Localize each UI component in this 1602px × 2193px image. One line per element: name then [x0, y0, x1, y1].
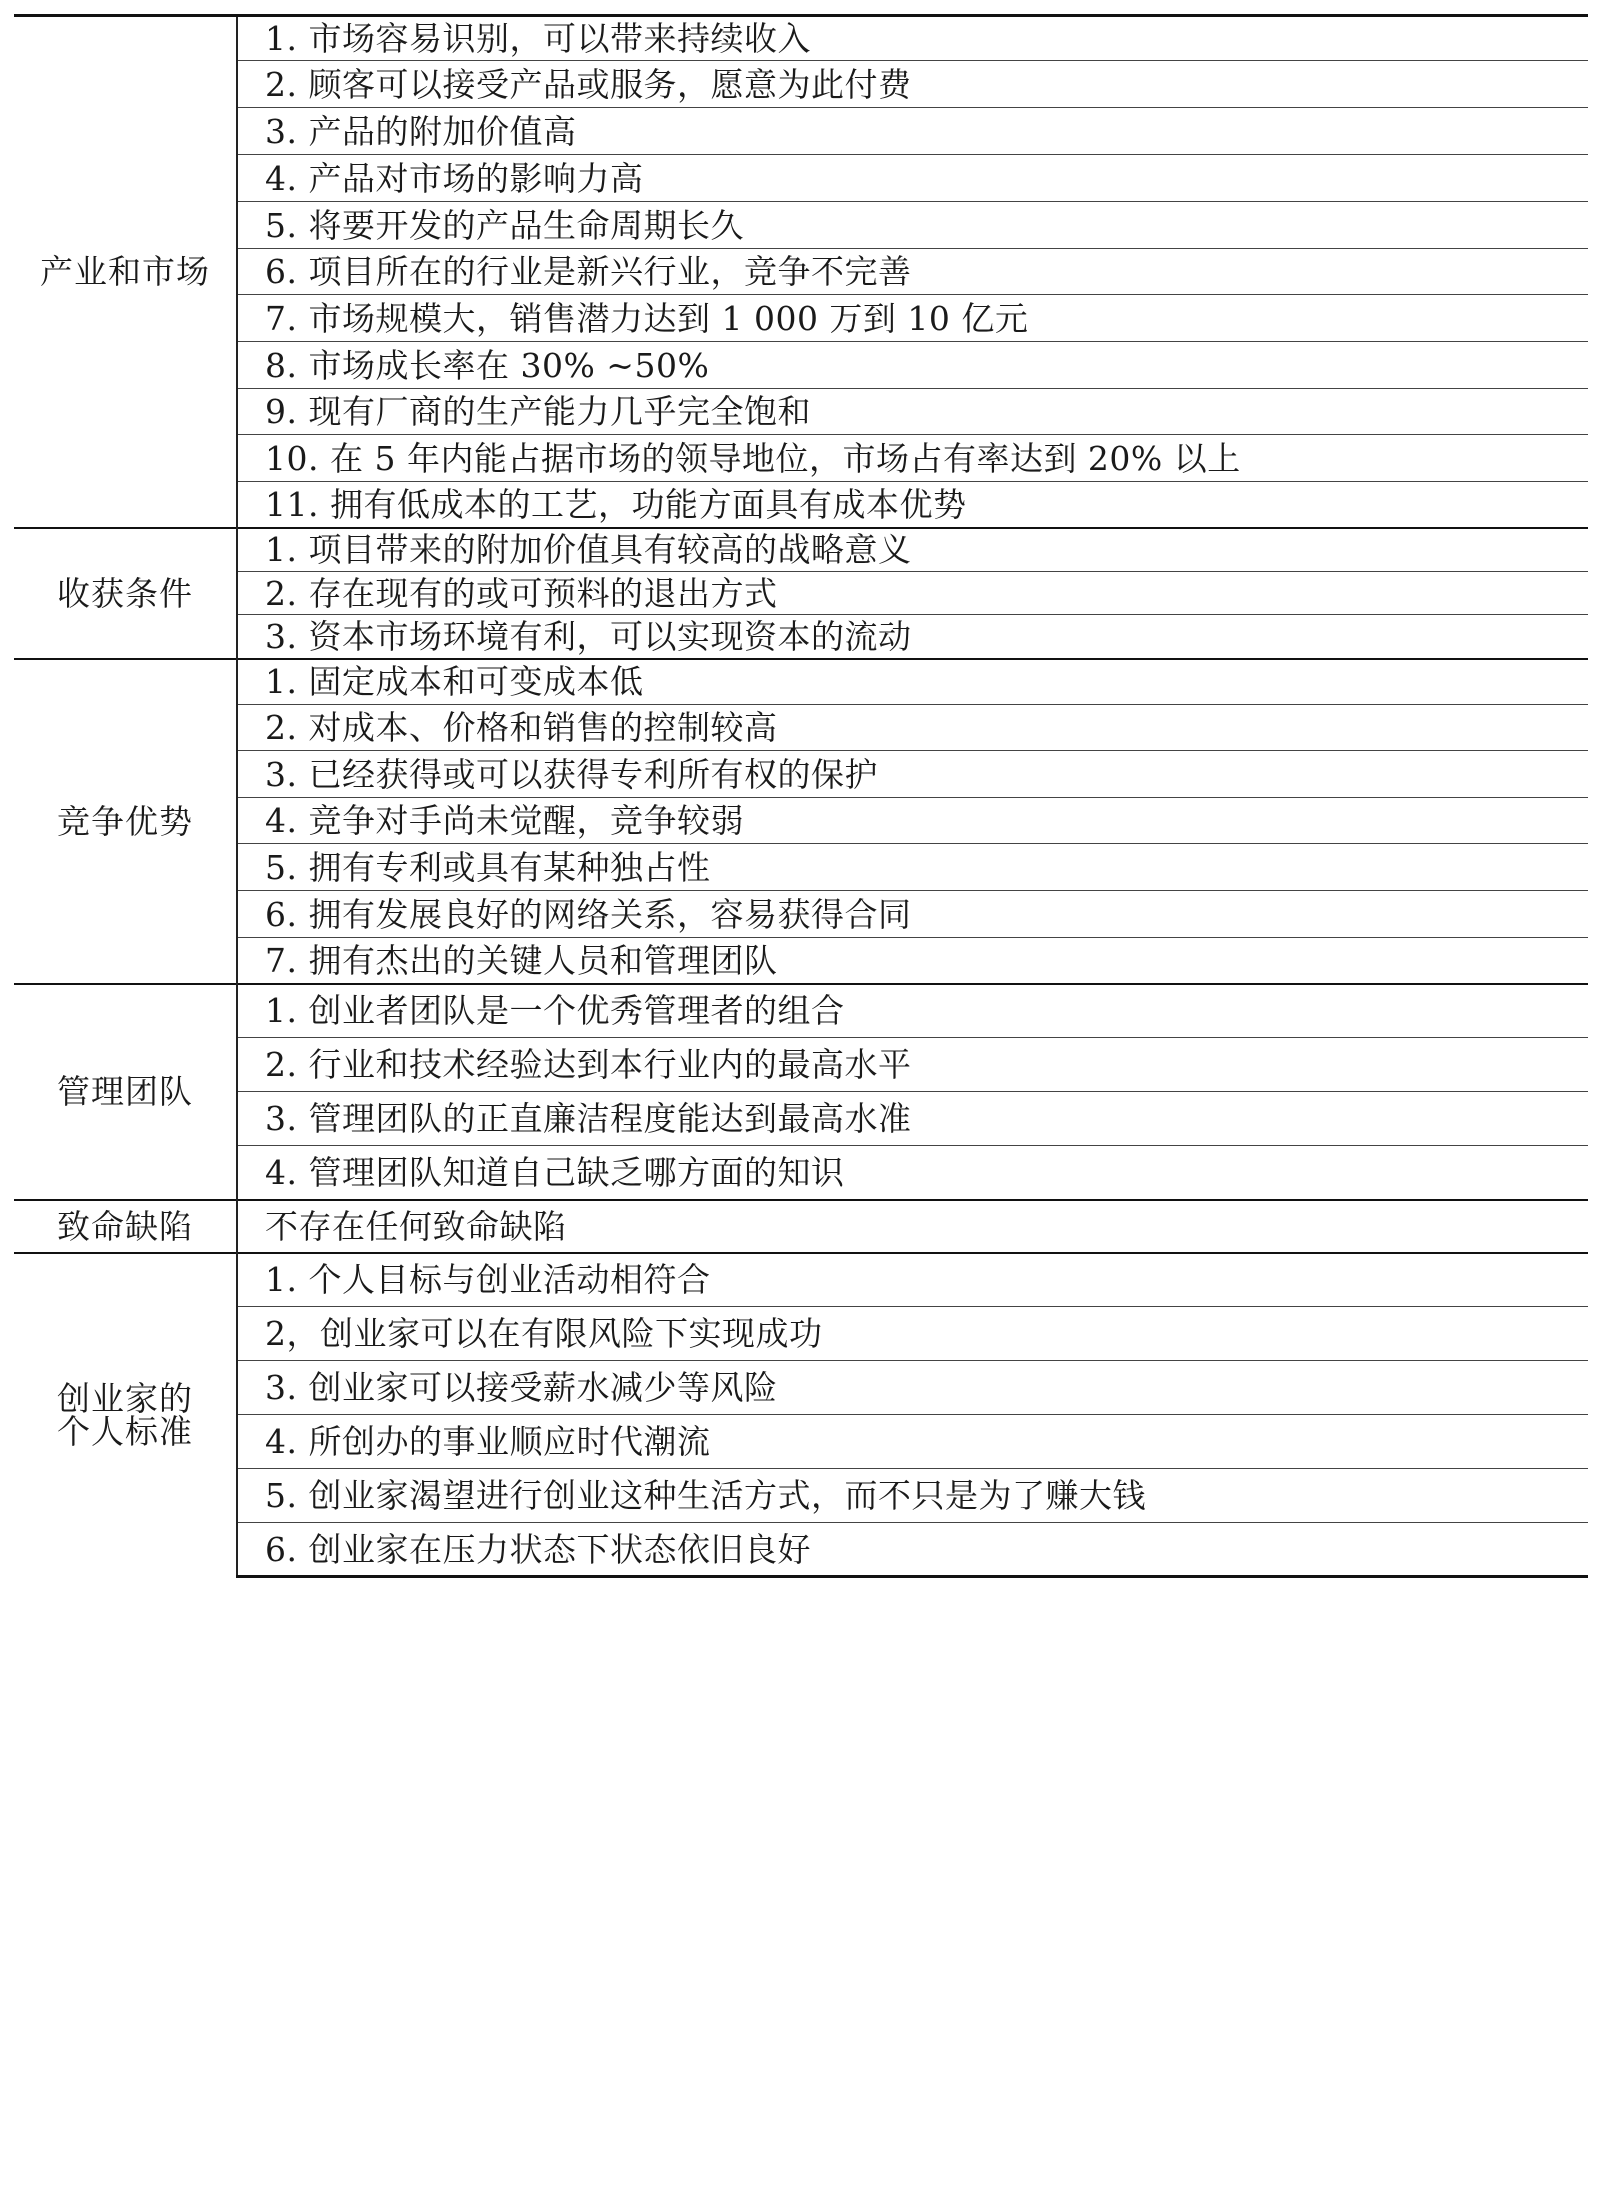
group-personal-criteria — [14, 1253, 1588, 1577]
group-competitive-advantage — [14, 659, 1588, 984]
table-row — [14, 659, 1588, 705]
table-row — [14, 528, 1588, 572]
table-row — [14, 108, 1588, 155]
table-row — [14, 615, 1588, 659]
criterion-item: 3. 管理团队的正直廉洁程度能达到最高水准 — [237, 1092, 1588, 1146]
group-management-team — [14, 984, 1588, 1200]
criterion-item: 4. 产品对市场的影响力高 — [237, 155, 1588, 202]
table-row — [14, 61, 1588, 108]
criterion-item: 6. 拥有发展良好的网络关系，容易获得合同 — [237, 891, 1588, 938]
criterion-item: 3. 创业家可以接受薪水减少等风险 — [237, 1361, 1588, 1415]
table-row — [14, 342, 1588, 389]
table-row — [14, 1146, 1588, 1200]
criterion-item: 4. 管理团队知道自己缺乏哪方面的知识 — [237, 1146, 1588, 1200]
criterion-item: 7. 市场规模大，销售潜力达到 1 000 万到 10 亿元 — [237, 295, 1588, 342]
table-row — [14, 1469, 1588, 1523]
table-row — [14, 1038, 1588, 1092]
category-label: 产业和市场 — [14, 16, 237, 528]
category-label: 创业家的 个人标准 — [14, 1253, 237, 1577]
criterion-item: 5. 将要开发的产品生命周期长久 — [237, 202, 1588, 249]
table-row — [14, 572, 1588, 615]
table-row — [14, 705, 1588, 751]
criterion-item: 1. 创业者团队是一个优秀管理者的组合 — [237, 984, 1588, 1038]
criterion-item: 7. 拥有杰出的关键人员和管理团队 — [237, 938, 1588, 984]
criterion-item: 1. 个人目标与创业活动相符合 — [237, 1253, 1588, 1307]
table-row — [14, 844, 1588, 891]
table-row — [14, 249, 1588, 295]
criterion-item: 2，创业家可以在有限风险下实现成功 — [237, 1307, 1588, 1361]
criterion-item: 3. 产品的附加价值高 — [237, 108, 1588, 155]
table-row — [14, 798, 1588, 844]
table-row — [14, 1307, 1588, 1361]
group-industry-market — [14, 16, 1588, 528]
table-row — [14, 891, 1588, 938]
table-row — [14, 482, 1588, 528]
table-row — [14, 1415, 1588, 1469]
criterion-item: 9. 现有厂商的生产能力几乎完全饱和 — [237, 389, 1588, 435]
criterion-item: 5. 创业家渴望进行创业这种生活方式，而不只是为了赚大钱 — [237, 1469, 1588, 1523]
table-row — [14, 751, 1588, 798]
criterion-item: 2. 存在现有的或可预料的退出方式 — [237, 572, 1588, 615]
criterion-item: 10. 在 5 年内能占据市场的领导地位，市场占有率达到 20% 以上 — [237, 435, 1588, 482]
criterion-item: 8. 市场成长率在 30% ~50% — [237, 342, 1588, 389]
table-row — [14, 435, 1588, 482]
criterion-item: 5. 拥有专利或具有某种独占性 — [237, 844, 1588, 891]
criteria-table — [14, 14, 1588, 1578]
table-row — [14, 1200, 1588, 1253]
category-label: 致命缺陷 — [14, 1200, 237, 1253]
table-row — [14, 984, 1588, 1038]
table-row — [14, 295, 1588, 342]
criterion-item: 4. 所创办的事业顺应时代潮流 — [237, 1415, 1588, 1469]
group-harvest-conditions — [14, 528, 1588, 659]
table-row — [14, 1253, 1588, 1307]
category-label: 收获条件 — [14, 528, 237, 659]
table-row — [14, 202, 1588, 249]
criterion-item: 2. 对成本、价格和销售的控制较高 — [237, 705, 1588, 751]
criterion-item: 2. 行业和技术经验达到本行业内的最高水平 — [237, 1038, 1588, 1092]
table-row — [14, 1092, 1588, 1146]
criterion-item: 3. 已经获得或可以获得专利所有权的保护 — [237, 751, 1588, 798]
category-label: 管理团队 — [14, 984, 237, 1200]
table-row — [14, 16, 1588, 61]
criterion-item: 2. 顾客可以接受产品或服务，愿意为此付费 — [237, 61, 1588, 108]
criterion-item: 3. 资本市场环境有利，可以实现资本的流动 — [237, 615, 1588, 659]
criterion-item: 6. 项目所在的行业是新兴行业，竞争不完善 — [237, 249, 1588, 295]
category-label: 竞争优势 — [14, 659, 237, 984]
criterion-item: 1. 固定成本和可变成本低 — [237, 659, 1588, 705]
criterion-item: 4. 竞争对手尚未觉醒，竞争较弱 — [237, 798, 1588, 844]
group-fatal-flaw — [14, 1200, 1588, 1253]
criterion-item: 1. 市场容易识别，可以带来持续收入 — [237, 16, 1588, 61]
table-row — [14, 1361, 1588, 1415]
table-row — [14, 155, 1588, 202]
table-row — [14, 1523, 1588, 1577]
criterion-item: 11. 拥有低成本的工艺，功能方面具有成本优势 — [237, 482, 1588, 528]
criterion-item: 1. 项目带来的附加价值具有较高的战略意义 — [237, 528, 1588, 572]
criterion-item: 不存在任何致命缺陷 — [237, 1200, 1588, 1253]
criterion-item: 6. 创业家在压力状态下状态依旧良好 — [237, 1523, 1588, 1577]
table-row — [14, 938, 1588, 984]
table-row — [14, 389, 1588, 435]
